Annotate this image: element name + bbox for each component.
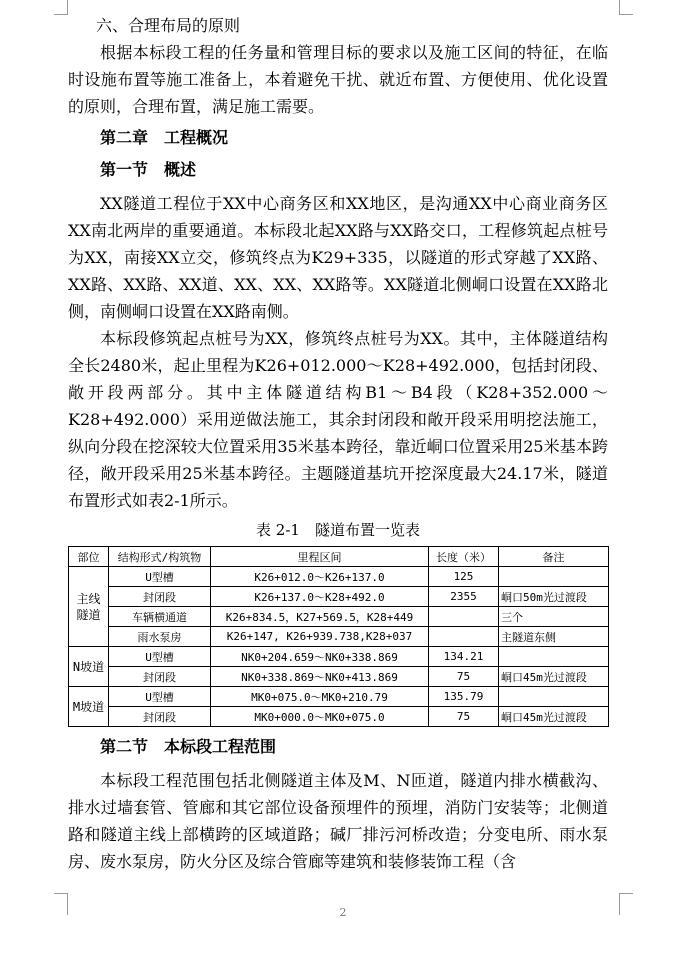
table-row	[69, 627, 609, 647]
table-row	[69, 667, 609, 687]
note-cell: 峒口45m光过渡段	[499, 667, 609, 687]
note-cell: 峒口45m光过渡段	[499, 707, 609, 727]
note-cell	[499, 647, 609, 667]
length-cell	[429, 627, 499, 647]
range-cell: K26+834.5，K27+569.5，K28+449	[211, 607, 429, 627]
note-cell: 三个	[499, 607, 609, 627]
length-cell: 125	[429, 567, 499, 587]
tunnel-layout-table	[68, 546, 609, 727]
column-header: 备注	[499, 547, 609, 567]
group-cell-main: 主线隧道	[69, 567, 109, 647]
crop-mark	[54, 893, 68, 894]
range-cell: NK0+338.869～NK0+413.869	[211, 667, 429, 687]
note-cell	[499, 687, 609, 707]
length-cell: 134.21	[429, 647, 499, 667]
range-cell: K26+012.0～K26+137.0	[211, 567, 429, 587]
length-cell: 75	[429, 667, 499, 687]
document-body	[68, 12, 608, 875]
structure-cell: U型槽	[109, 647, 211, 667]
column-header: 结构形式/构筑物	[109, 547, 211, 567]
section-title-overview: 第一节 概述	[100, 160, 197, 179]
page-number: 2	[339, 906, 347, 919]
structure-cell: 车辆横通道	[109, 607, 211, 627]
structure-cell: U型槽	[109, 687, 211, 707]
note-cell: 峒口50m光过渡段	[499, 587, 609, 607]
paragraph-layout: 根据本标段工程的任务量和管理目标的要求以及施工区间的特征，在临时设施布置等施工准备上，本着避免干扰、就近布置、方便使用、优化设置的原则，合理布置，满足施工需要。	[68, 43, 608, 116]
group-cell-m: M坡道	[69, 687, 109, 727]
range-cell: MK0+000.0～MK0+075.0	[211, 707, 429, 727]
crop-mark	[54, 14, 68, 15]
chapter-title: 第二章 工程概况	[100, 128, 229, 147]
range-cell: K26+147, K26+939.738,K28+037	[211, 627, 429, 647]
heading-layout-principle: 六、合理布局的原则	[96, 16, 241, 35]
table-row	[69, 707, 609, 727]
structure-cell: 雨水泵房	[109, 627, 211, 647]
column-header: 部位	[69, 547, 109, 567]
range-cell: NK0+204.659～NK0+338.869	[211, 647, 429, 667]
table-row	[69, 647, 609, 667]
paragraph-overview-1: XX隧道工程位于XX中心商务区和XX地区，是沟通XX中心商业商务区XX南北两岸的重要通道。本标段北起XX路与XX路交口，工程修筑起点桩号为XX，南接XX立交，修筑终点为K29+335，以隧道的形式穿越了XX路、XX路、XX路、XX道、XX、XX、XX路等。XX隧道北侧峒口设置在XX路北侧，南侧峒口设置在XX路南侧。	[68, 194, 608, 321]
crop-mark	[619, 0, 620, 14]
length-cell: 135.79	[429, 687, 499, 707]
crop-mark	[619, 14, 633, 15]
paragraph-overview-2: 本标段修筑起点桩号为XX，修筑终点桩号为XX。其中，主体隧道结构全长2480米，起止里程为K26+012.000～K28+492.000，包括封闭段、敞开段两部分。其中主体隧道结构B1～B4段（K28+352.000～K28+492.000）采用逆做法施工，其余封闭段和敞开段采用明挖法施工，纵向分段在挖深较大位置采用35米基本跨径，靠近峒口位置采用25米基本跨径，敞开段采用25米基本跨径。主题隧道基坑开挖深度最大24.17米，隧道布置形式如表2-1所示。	[68, 329, 608, 510]
table-row	[69, 607, 609, 627]
crop-mark	[619, 893, 633, 894]
table-row	[69, 567, 609, 587]
length-cell: 2355	[429, 587, 499, 607]
length-cell	[429, 607, 499, 627]
note-cell	[499, 567, 609, 587]
table-row	[69, 687, 609, 707]
structure-cell: U型槽	[109, 567, 211, 587]
length-cell: 75	[429, 707, 499, 727]
table-caption: 表 2-1 隧道布置一览表	[256, 521, 420, 539]
table-row	[69, 587, 609, 607]
range-cell: MK0+075.0～MK0+210.79	[211, 687, 429, 707]
column-header: 长度（米）	[429, 547, 499, 567]
range-cell: K26+137.0～K28+492.0	[211, 587, 429, 607]
structure-cell: 封闭段	[109, 587, 211, 607]
section-title-scope: 第二节 本标段工程范围	[100, 737, 277, 756]
group-cell-n: N坡道	[69, 647, 109, 687]
note-cell: 主隧道东侧	[499, 627, 609, 647]
table-header-row	[69, 547, 609, 567]
paragraph-scope: 本标段工程范围包括北侧隧道主体及M、N匝道，隧道内排水横截沟、排水过墙套管、管廊和其它部位设备预埋件的预埋，消防门安装等；北侧道路和隧道主线上部横跨的区域道路；碱厂排污河桥改造；分变电所、雨水泵房、废水泵房，防火分区及综合管廊等建筑和装修装饰工程（含	[68, 771, 608, 871]
structure-cell: 封闭段	[109, 707, 211, 727]
structure-cell: 封闭段	[109, 667, 211, 687]
column-header: 里程区间	[211, 547, 429, 567]
